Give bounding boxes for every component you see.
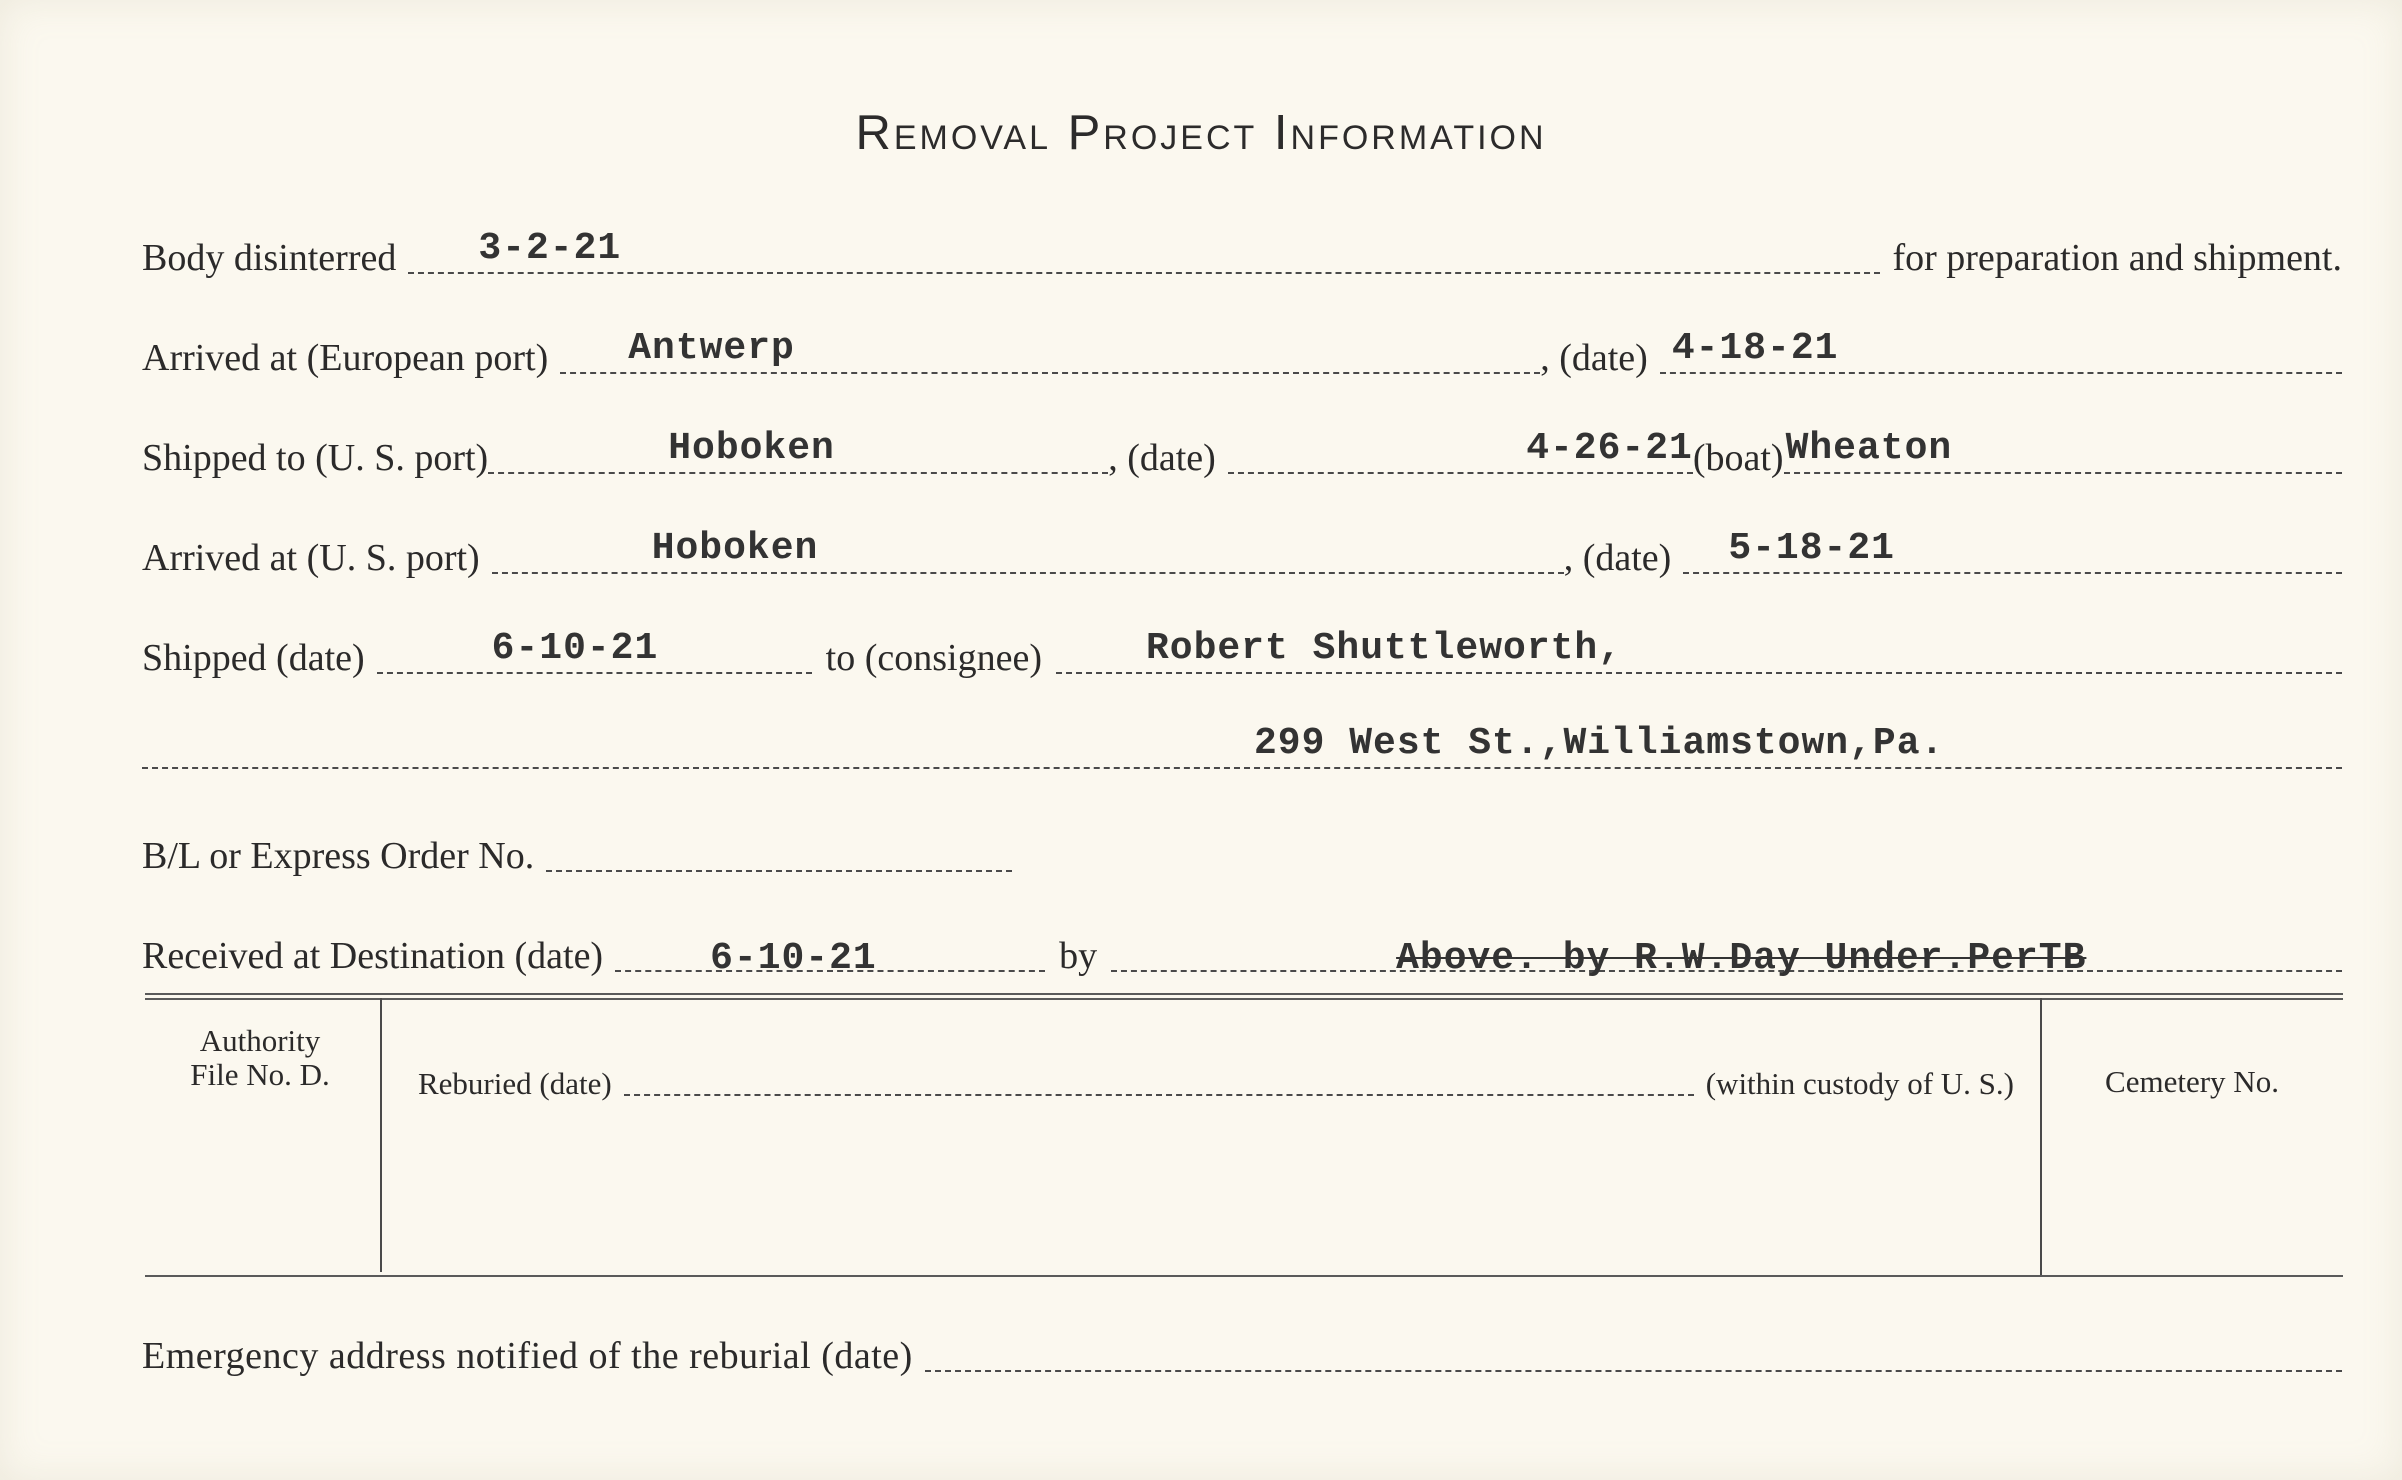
value-european-date: 4-18-21: [1671, 327, 1839, 370]
label-bl: B/L or Express Order No.: [142, 835, 535, 877]
table-top-border-inner: [145, 998, 2343, 1000]
table-top-border: [145, 993, 2343, 995]
label-custody: (within custody of U. S.): [1705, 1066, 2014, 1101]
value-arrival-port: Hoboken: [651, 527, 819, 570]
table-divider-left: [380, 998, 382, 1272]
value-ship-date: 4-26-21: [1526, 427, 1693, 470]
value-us-port: Hoboken: [668, 427, 835, 470]
label-date: , (date): [1540, 337, 1648, 379]
row-received: [142, 918, 2342, 978]
label-reburied: Reburied (date): [418, 1066, 612, 1101]
label-consignee: to (consignee): [825, 637, 1042, 679]
field-bl[interactable]: [546, 822, 1012, 872]
field-received-date[interactable]: [615, 922, 1045, 980]
cemetery-no-label: Cemetery No.: [2105, 1064, 2279, 1099]
label-shipped-us: Shipped to (U. S. port): [142, 437, 489, 479]
row-shipped: [142, 620, 2342, 680]
field-shipped-date[interactable]: [377, 624, 812, 674]
label-preparation: for preparation and shipment.: [1892, 237, 2342, 279]
label-disinterred: Body disinterred: [142, 237, 397, 279]
label-shipped-date: Shipped (date): [142, 637, 365, 679]
table-bottom-border: [145, 1275, 2343, 1277]
row-arrived-us: [142, 520, 2342, 580]
field-boat[interactable]: [1784, 424, 2342, 474]
label-arrived-european: Arrived at (European port): [142, 337, 549, 379]
field-received-by[interactable]: [1111, 922, 2342, 980]
label-date: , (date): [1108, 437, 1216, 479]
field-european-port[interactable]: [560, 324, 1540, 374]
field-disinterred[interactable]: [408, 224, 1880, 274]
value-received-date: 6-10-21: [710, 937, 877, 980]
card-title: Removal Project Information: [855, 106, 1547, 160]
value-boat: Wheaton: [1785, 427, 1953, 470]
row-arrived-european: [142, 320, 2342, 380]
field-ship-date[interactable]: [1228, 424, 1693, 474]
label-by: by: [1059, 935, 1098, 977]
table-divider-right: [2040, 998, 2042, 1275]
field-emergency-date[interactable]: [925, 1322, 2342, 1372]
row-address: [142, 715, 2342, 775]
row-reburied: [418, 1042, 2014, 1102]
value-consignee: Robert Shuttleworth,: [1145, 627, 1623, 670]
value-address: 299 West St.,Williamstown,Pa.: [1254, 722, 1945, 765]
label-received: Received at Destination (date): [142, 935, 604, 977]
value-european-port: Antwerp: [628, 327, 795, 370]
value-shipped-date: 6-10-21: [491, 627, 659, 670]
label-date: , (date): [1563, 537, 1672, 579]
field-arrival-date[interactable]: [1683, 524, 2342, 574]
value-received-by: Above. by R.W.Day Under.PerTB: [1396, 937, 2087, 980]
authority-file-label: Authority File No. D.: [190, 1023, 330, 1092]
label-arrived-us: Arrived at (U. S. port): [142, 537, 480, 579]
label-emergency: Emergency address notified of the reburial (date): [142, 1335, 913, 1377]
value-disinterred: 3-2-21: [478, 227, 622, 270]
field-address[interactable]: [142, 719, 2342, 769]
field-european-date[interactable]: [1660, 324, 2342, 374]
field-us-port[interactable]: [488, 424, 1108, 474]
label-boat: (boat): [1692, 437, 1784, 479]
row-emergency: [142, 1318, 2342, 1378]
field-reburied-date[interactable]: [624, 1052, 1694, 1096]
field-arrival-port[interactable]: [492, 524, 1564, 574]
value-arrival-date: 5-18-21: [1728, 527, 1895, 570]
row-disinterred: [142, 220, 2342, 280]
row-bl: [142, 818, 1012, 878]
row-shipped-us: [142, 420, 2342, 480]
field-consignee[interactable]: [1056, 624, 2342, 674]
